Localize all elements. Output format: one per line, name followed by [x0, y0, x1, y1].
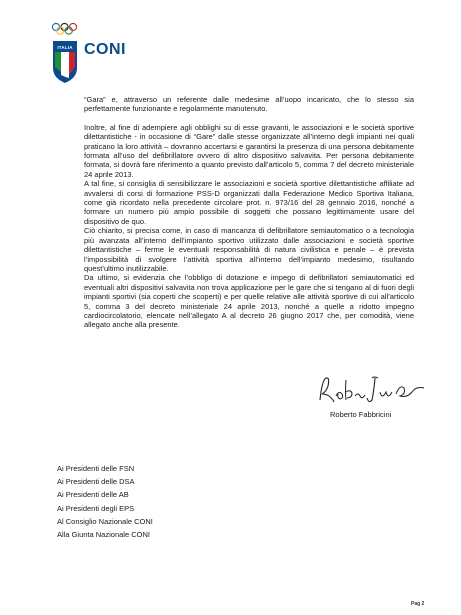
- handwritten-signature: [312, 370, 432, 410]
- list-item: Ai Presidenti degli EPS: [57, 503, 135, 513]
- coni-logo: [46, 22, 146, 88]
- olympic-rings-icon: [51, 22, 79, 36]
- list-item: Ai Presidenti delle DSA: [57, 477, 135, 487]
- list-item: Alla Giunta Nazionale CONI: [57, 530, 150, 540]
- paragraph: Da ultimo, si evidenzia che l’obbligo di dotazione e impego di defibrillatori semiautomatici ed eventuali altri dispositivi salvavita non trova applicazione per le gare che si tengano al di fuori degli impianti sportivi (sia coperti che scoperti) e per quelle relative alle attività sportive di cui all’articolo 5, comma 3 del decreto ministeriale 24 aprile 2013, nonché a quelle a ridotto impegno cardiocircolatorio, elencate nell’allegato A al decreto 26 giugno 2017 che, per comodità, viene allegato anche alla presente.: [84, 273, 414, 330]
- recipient-list: [57, 462, 153, 541]
- list-item: Ai Presidenti delle AB: [57, 490, 129, 500]
- list-item: Al Consiglio Nazionale CONI: [57, 516, 153, 526]
- page-number: Pag 2: [411, 601, 425, 607]
- paragraph: “Gara” e, attraverso un referente dalle medesime all’uopo incaricato, che lo stesso sia perfettamente funzionante e regolarmente manutenuto.: [84, 95, 414, 114]
- shield-label: ITALIA: [57, 45, 73, 50]
- org-name: CONI: [84, 41, 126, 58]
- letter-body: [84, 95, 414, 330]
- paragraph: Ciò chiarito, si precisa come, in caso di mancanza di defibrillatore semiautomatico o a tecnologia più avanzata all’interno dell’impianto sportivo utilizzato dalle associazioni e società sportive dilettantistiche – ferme le eventuali responsabilità di natura civilistica e penale – è prevista l’impossibilità di svolgere l’attività sportiva all’interno dell’impianto medesimo, risultando quest’ultimo inutilizzabile.: [84, 226, 414, 273]
- signer-name: Roberto Fabbricini: [330, 410, 392, 419]
- paragraph: A tal fine, si consiglia di sensibilizzare le associazioni e società sportive dilettantistiche affiliate ad avvalersi di corsi di formazione PSS-D organizzati dalla Federazione Medico Sportiva Italiana, come già ricordato nella precedente circolare prot. n. 973/16 del 28 gennaio 2016, nonché a formare un numero più ampio possibile di soggetti che possano legittimamente usare del dispositivo de quo.: [84, 179, 414, 226]
- paragraph: Inoltre, al fine di adempiere agli obblighi su di esse gravanti, le associazioni e le società sportive dilettantistiche - in occasione di “Gare” dalle stesse organizzate all’interno degli impianti nei quali praticano la loro attività – dovranno accertarsi e garantirsi la presenza di una persona debitamente formata all’uso del defibrillatore ovvero di altro dispositivo salvavita. Per persona debitamente formata, si dovrà fare riferimento a quanto previsto dall’articolo 5, comma 7 del decreto ministeriale 24 aprile 2013.: [84, 122, 414, 179]
- list-item: Ai Presidenti delle FSN: [57, 464, 135, 473]
